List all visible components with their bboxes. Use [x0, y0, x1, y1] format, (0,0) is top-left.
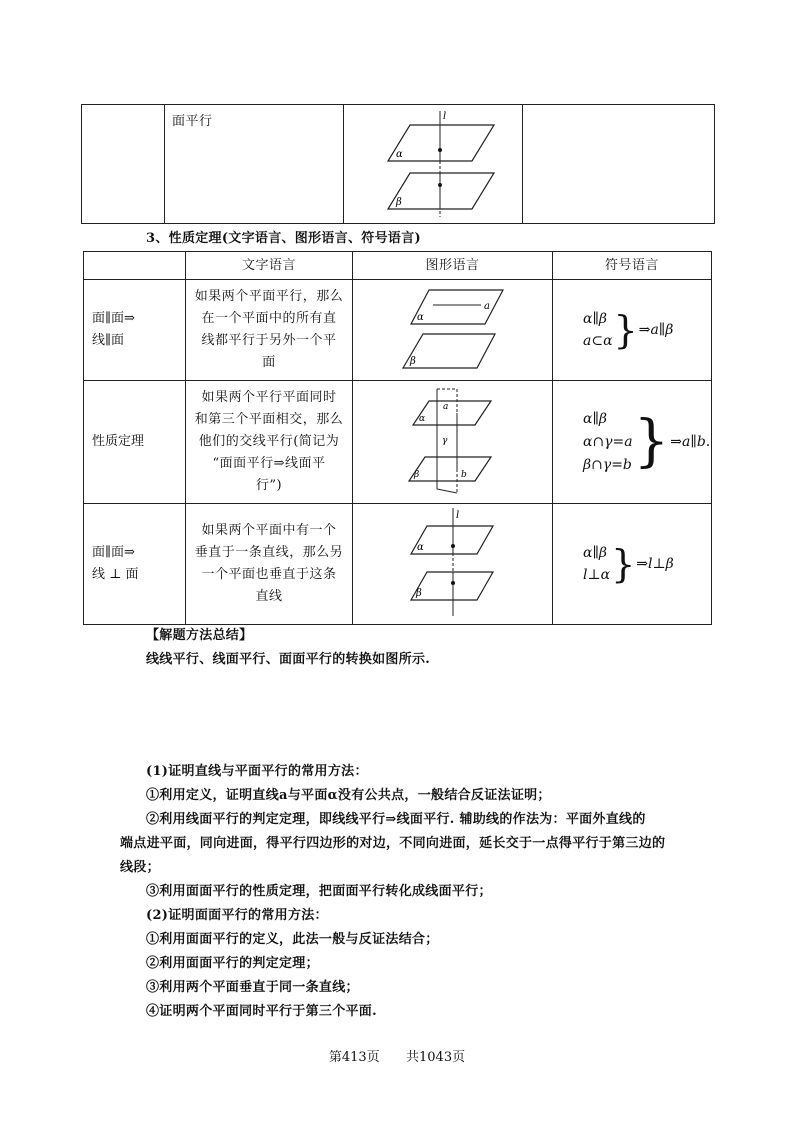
top-cell-empty-4 — [523, 105, 715, 224]
label-b: b — [461, 470, 467, 480]
row2-symbol — [553, 381, 712, 504]
row1-symbol-line: a⊂α — [583, 333, 613, 349]
row3-text — [186, 504, 353, 625]
label-beta: β — [396, 197, 402, 208]
label-alpha: α — [417, 312, 424, 323]
top-cell-text — [165, 105, 344, 224]
summary-line: ①利用面面平行的定义，此法一般与反证法结合； — [146, 932, 439, 947]
row1-symbol-result: ⇒a∥β — [638, 322, 674, 338]
row1-symbol — [553, 280, 712, 381]
row3-symbol — [553, 504, 712, 625]
row2-text — [186, 381, 353, 504]
row3-name-line1: 面∥面⇒ — [92, 545, 135, 560]
row1-name-line1: 面∥面⇒ — [92, 311, 135, 326]
page-total: 共1043页 — [406, 1050, 466, 1065]
label-gamma: γ — [442, 436, 448, 446]
label-a: a — [484, 301, 490, 312]
row2-text-line: “面面平行⇒线面平 — [212, 456, 326, 471]
row3-symbol-result: ⇒l⊥β — [636, 556, 674, 572]
row1-name — [84, 280, 186, 381]
plane-line-figure — [353, 280, 552, 376]
summary-line: ②利用线面平行的判定定理，即线线平行⇒线面平行. 辅助线的作法为：平面外直线的 — [146, 812, 646, 827]
label-beta: β — [414, 470, 420, 480]
row1-symbol-line: α∥β — [583, 311, 608, 327]
row3-symbol-line: l⊥α — [583, 567, 611, 583]
summary-line: ④证明两个平面同时平行于第三个平面. — [146, 1004, 377, 1019]
summary-title: 【解题方法总结】 — [146, 628, 253, 643]
intersection-figure — [353, 381, 552, 499]
top-table — [81, 104, 715, 224]
row2-text-line: 如果两个平行平面同时 — [201, 390, 337, 405]
label-alpha: α — [396, 149, 403, 160]
summary-line: 端点进平面，同向进面，得平行四边形的对边，不同向进面，延长交于一点得平行于第三边的 — [120, 836, 666, 851]
row2-symbol-line: α∩γ=a — [583, 433, 633, 450]
row3-text-line: 直线 — [255, 589, 283, 604]
row2-symbol-result: ⇒a∥b. — [670, 434, 711, 450]
row1-text-line: 在一个平面中的所有直 — [201, 311, 337, 326]
brace-icon: } — [633, 409, 670, 474]
row2-symbol-line: α∥β — [583, 410, 608, 427]
row3-name — [84, 504, 186, 625]
row1-text-line: 面 — [262, 355, 276, 370]
row3-name-line2: 线 ⊥ 面 — [92, 567, 139, 582]
row1-name-line2: 线∥面 — [92, 333, 125, 348]
header-text-language: 文字语言 — [186, 252, 353, 280]
label-beta: β — [416, 588, 422, 599]
label-l: l — [456, 510, 460, 521]
summary-line: ②利用面面平行的判定定理； — [146, 956, 319, 971]
table-row — [84, 504, 712, 625]
row1-text-line: 线都平行于另外一个平 — [201, 333, 337, 348]
brace-icon: } — [613, 308, 638, 352]
row2-text-line: 和第三个平面相交，那么 — [194, 412, 344, 427]
row1-text-line: 如果两个平面平行，那么 — [194, 289, 344, 304]
row2-figure — [353, 381, 553, 504]
row3-text-line: 一个平面也垂直于这条 — [201, 567, 337, 582]
row2-name — [84, 381, 186, 504]
row3-symbol-line: α∥β — [583, 545, 608, 561]
top-cell-empty-1 — [82, 105, 165, 224]
row1-text — [186, 280, 353, 381]
summary-line: ③利用面面平行的性质定理，把面面平行转化成线面平行； — [146, 884, 492, 899]
row3-text-line: 如果两个平面中有一个 — [201, 523, 337, 538]
header-figure-language: 图形语言 — [353, 252, 553, 280]
page-footer — [0, 1046, 794, 1065]
summary-intro: 线线平行、线面平行、面面平行的转换如图所示. — [146, 652, 431, 667]
header-symbol-language: 符号语言 — [553, 252, 712, 280]
label-beta: β — [410, 356, 416, 367]
brace-icon: } — [611, 542, 636, 586]
summary-line: (2)证明面面平行的常用方法： — [146, 908, 328, 923]
page-number: 第413页 — [328, 1050, 380, 1065]
property-table — [83, 251, 712, 625]
table-row — [84, 381, 712, 504]
summary-line: 线段； — [120, 860, 160, 875]
top-cell-label: 面平行 — [172, 114, 213, 129]
row1-figure — [353, 280, 553, 381]
perpendicular-figure — [353, 504, 552, 620]
table-row — [84, 280, 712, 381]
summary-line: ①利用定义，证明直线a与平面α没有公共点，一般结合反证法证明； — [146, 788, 551, 803]
row2-name-line1: 性质定理 — [92, 434, 145, 449]
summary-line: ③利用两个平面垂直于同一条直线； — [146, 980, 359, 995]
row3-figure — [353, 504, 553, 625]
summary-line: (1)证明直线与平面平行的常用方法： — [146, 764, 368, 779]
label-a: a — [443, 402, 449, 412]
parallel-planes-figure — [344, 105, 522, 219]
row2-text-line: 行”) — [255, 478, 283, 493]
row2-text-line: 他们的交线平行(简记为 — [198, 434, 340, 449]
section3-heading: 3、性质定理(文字语言、图形语言、符号语言) — [146, 231, 421, 246]
label-alpha: α — [417, 542, 424, 553]
label-alpha: α — [419, 414, 426, 424]
header-empty — [84, 252, 186, 280]
label-l: l — [443, 111, 447, 122]
row2-symbol-line: β∩γ=b — [583, 456, 632, 473]
row3-text-line: 垂直于一条直线，那么另 — [194, 545, 344, 560]
top-cell-figure — [344, 105, 523, 224]
